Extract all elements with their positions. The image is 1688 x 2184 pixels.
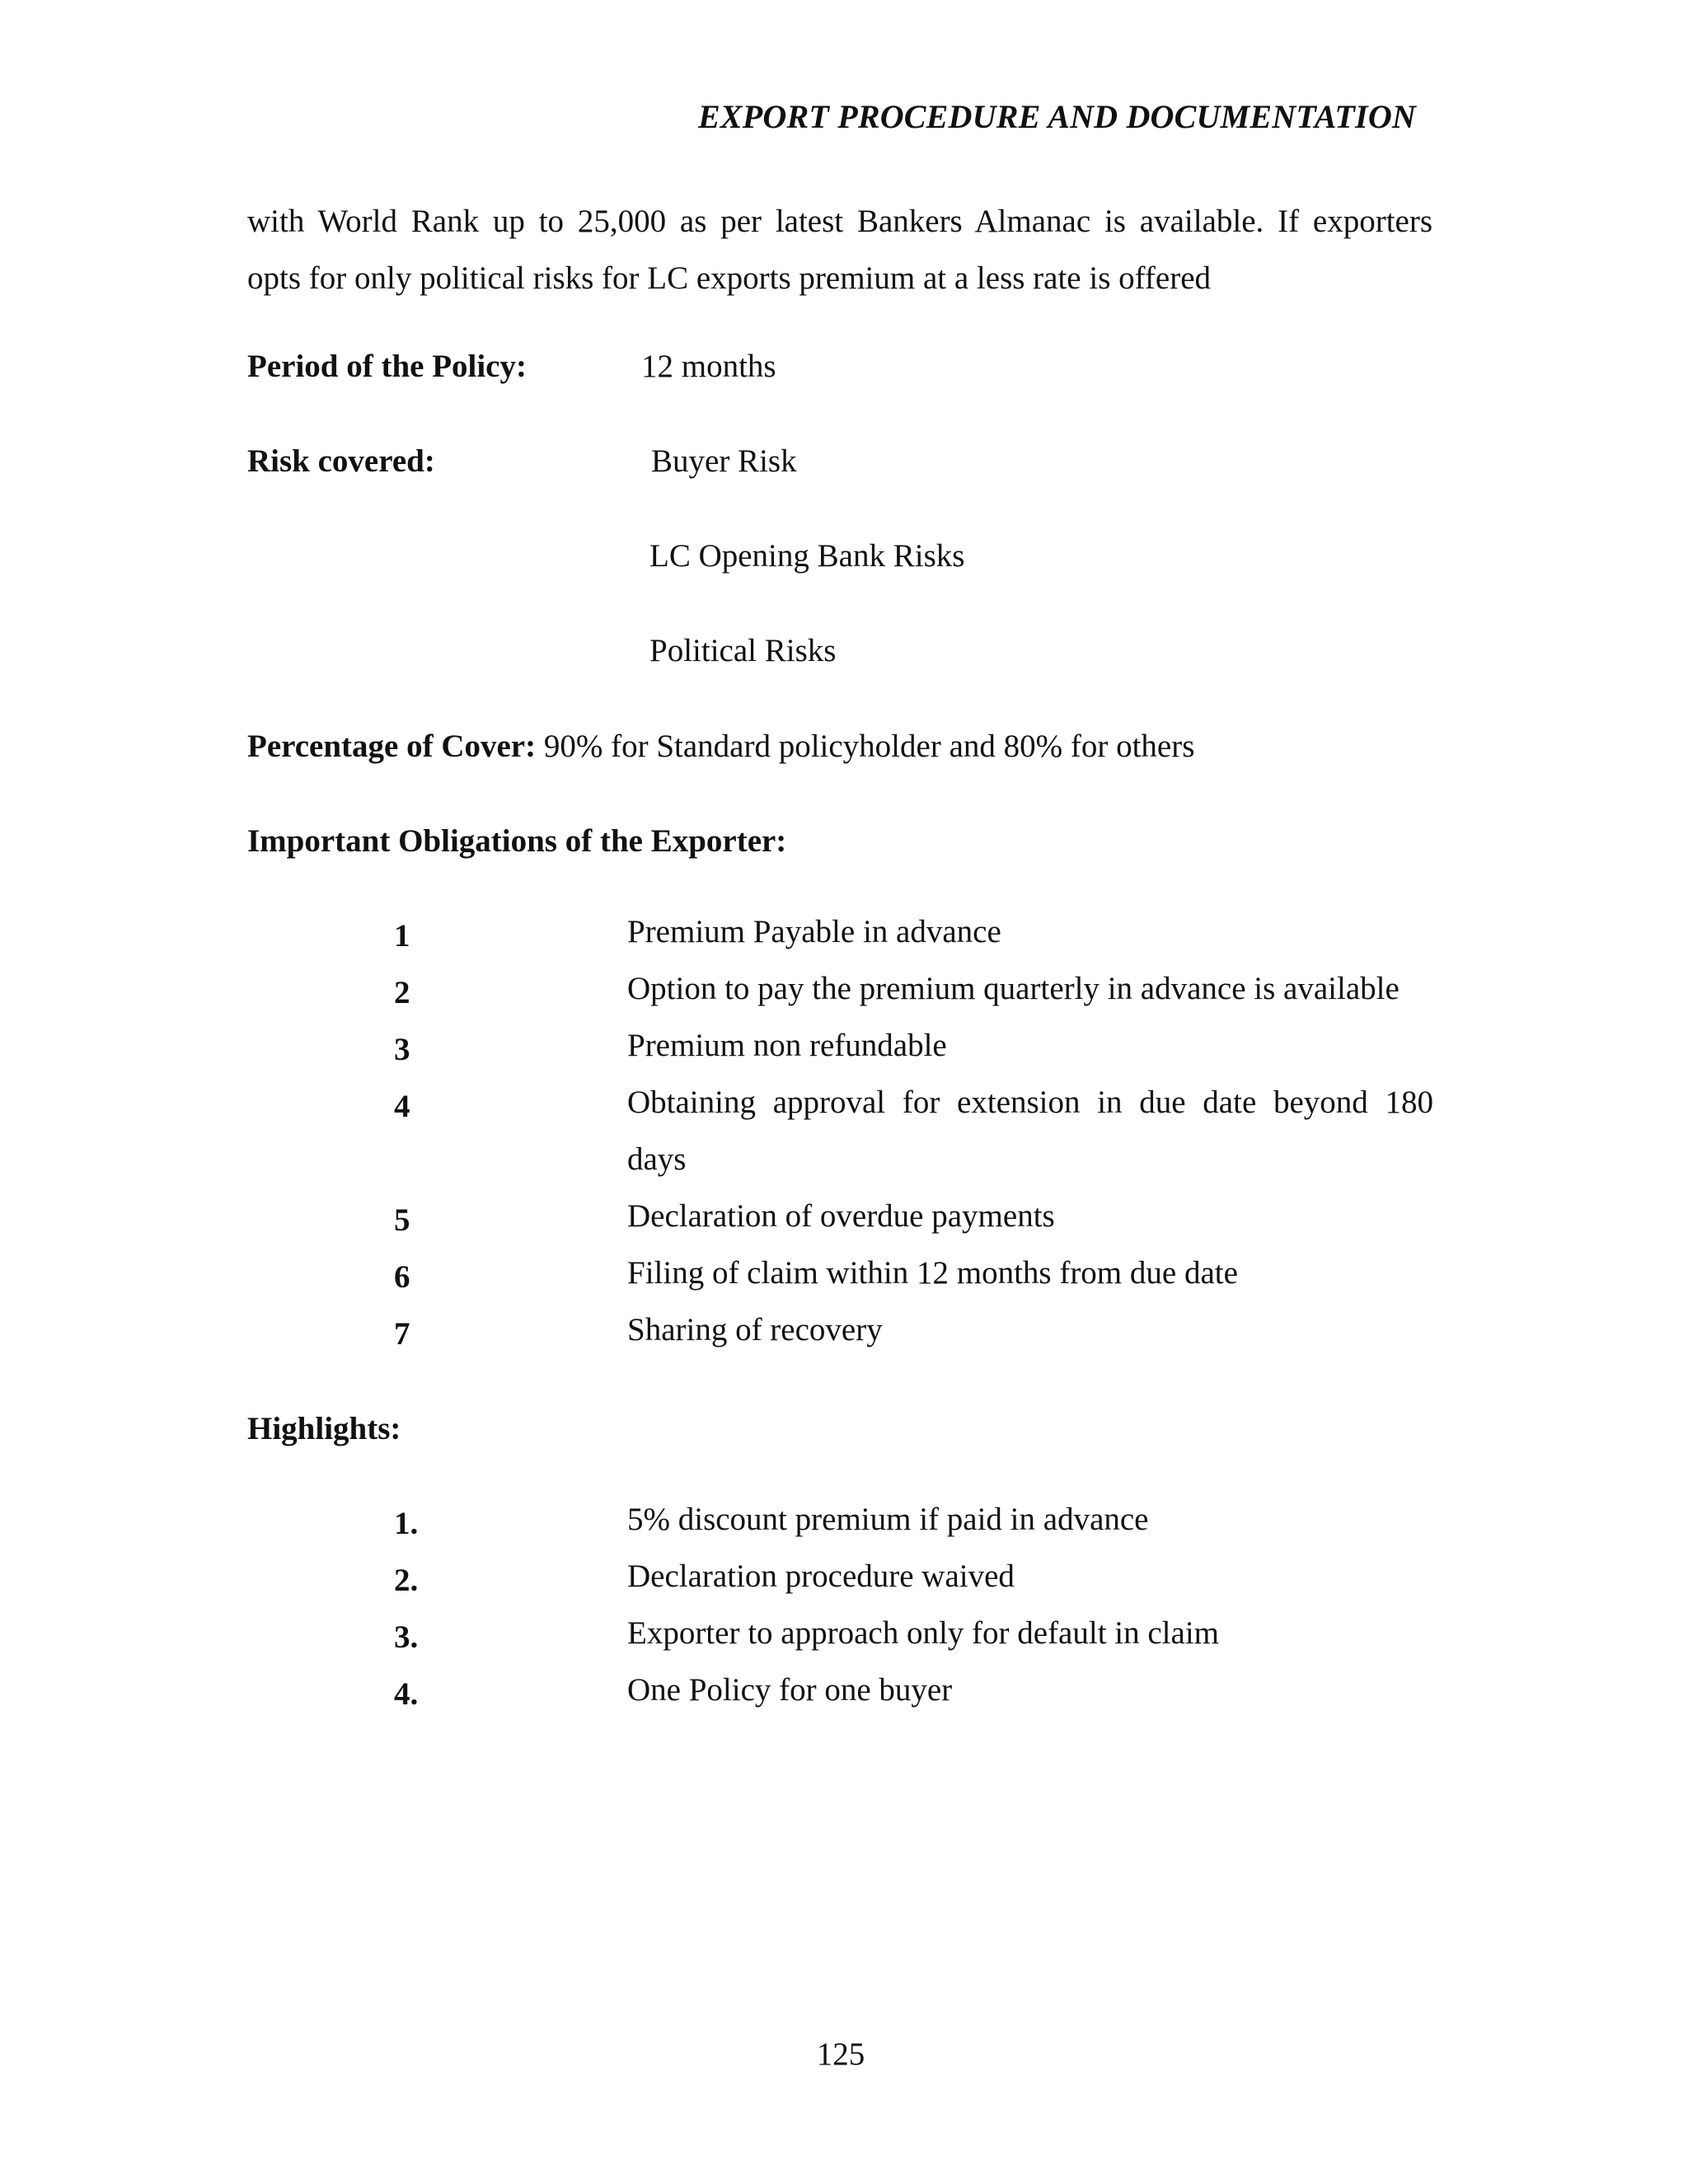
running-header: EXPORT PROCEDURE AND DOCUMENTATION bbox=[698, 98, 1416, 135]
highlight-number: 1. bbox=[394, 1506, 419, 1541]
obligation-text: Option to pay the premium quarterly in advance is available bbox=[627, 971, 1400, 1006]
highlight-text: One Policy for one buyer bbox=[627, 1672, 953, 1708]
period-label: Period of the Policy: bbox=[247, 349, 527, 384]
obligation-text-multiline bbox=[627, 1074, 1433, 1188]
intro-paragraph bbox=[247, 193, 1432, 307]
obligation-number: 4 bbox=[394, 1089, 410, 1124]
highlight-number: 2. bbox=[394, 1563, 419, 1598]
obligation-text: Sharing of recovery bbox=[627, 1312, 883, 1347]
obligation-text: Declaration of overdue payments bbox=[627, 1198, 1055, 1234]
obligation-number: 2 bbox=[394, 975, 410, 1010]
risk-label: Risk covered: bbox=[247, 443, 435, 479]
intro-line-2: opts for only political risks for LC exports premium at a less rate is offered bbox=[247, 260, 1212, 296]
obligation-text: Premium non refundable bbox=[627, 1028, 947, 1063]
obligation-text-line-2: days bbox=[627, 1141, 687, 1177]
cover-label: Percentage of Cover: bbox=[247, 729, 537, 764]
risk-item-political: Political Risks bbox=[649, 633, 837, 668]
obligation-number: 6 bbox=[394, 1259, 410, 1295]
highlight-number: 4. bbox=[394, 1676, 419, 1712]
obligation-number: 5 bbox=[394, 1202, 410, 1238]
highlight-text: Exporter to approach only for default in claim bbox=[627, 1615, 1219, 1651]
obligation-text: Filing of claim within 12 months from due date bbox=[627, 1255, 1238, 1291]
obligation-number: 7 bbox=[394, 1316, 410, 1352]
highlight-number: 3. bbox=[394, 1619, 419, 1655]
risk-item-lc-bank: LC Opening Bank Risks bbox=[649, 538, 965, 574]
obligation-number: 1 bbox=[394, 918, 410, 954]
highlights-heading: Highlights: bbox=[247, 1411, 401, 1446]
obligation-text-line-1: Obtaining approval for extension in due date beyond 180 bbox=[627, 1085, 1433, 1120]
risk-item-buyer: Buyer Risk bbox=[651, 443, 797, 479]
obligations-heading: Important Obligations of the Exporter: bbox=[247, 823, 787, 859]
highlight-text: Declaration procedure waived bbox=[627, 1558, 1015, 1594]
obligation-text: Premium Payable in advance bbox=[627, 914, 1001, 949]
highlight-text: 5% discount premium if paid in advance bbox=[627, 1502, 1149, 1537]
cover-value: 90% for Standard policyholder and 80% for others bbox=[543, 729, 1195, 764]
obligation-number: 3 bbox=[394, 1032, 410, 1067]
page-number: 125 bbox=[816, 2036, 865, 2072]
period-value: 12 months bbox=[641, 349, 776, 384]
intro-line-1: with World Rank up to 25,000 as per latest Bankers Almanac is available. If exporters bbox=[247, 204, 1432, 239]
cover-row bbox=[247, 728, 1194, 765]
